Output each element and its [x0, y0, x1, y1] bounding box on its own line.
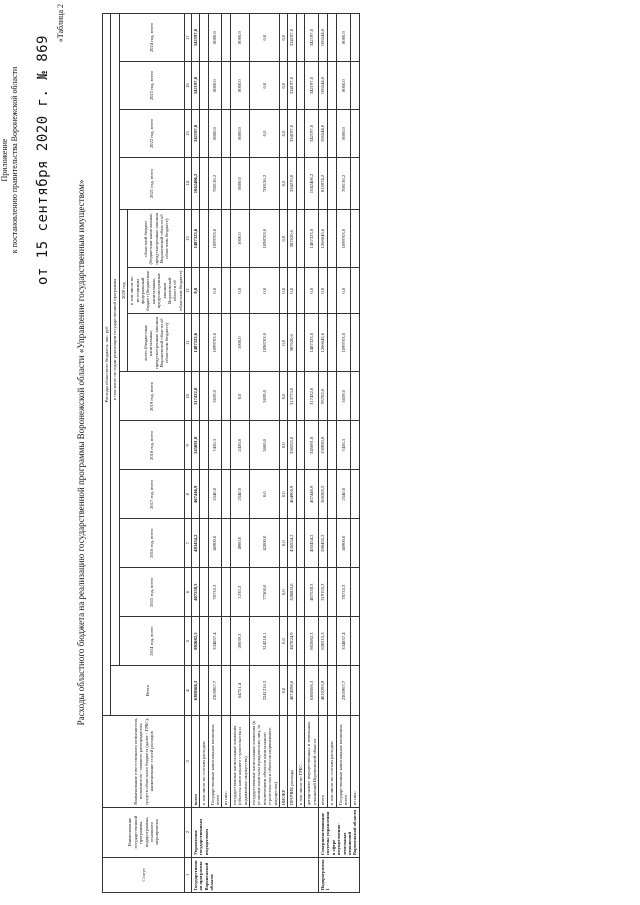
value-cell — [296, 14, 304, 62]
value-cell: 8000,0 — [336, 14, 350, 62]
program-row — [279, 14, 287, 893]
value-cell — [327, 110, 336, 158]
value-cell: 708136,2 — [336, 157, 350, 209]
value-cell: 288455,2 — [319, 519, 328, 568]
value-cell — [296, 62, 304, 110]
value-cell: 8000,0 — [336, 62, 350, 110]
col-executor: Наименование ответственного исполнителя, исполнителя - главного распорядителя средств областного бюджета (далее - ГРБС), наименование статей расходов — [103, 716, 185, 808]
value-cell: 78735,3 — [208, 568, 222, 617]
value-cell — [327, 617, 336, 666]
value-cell — [296, 209, 304, 267]
value-cell: 1487323,6 — [191, 314, 199, 372]
value-cell: 0,0 — [191, 268, 199, 314]
value-cell: 0,0 — [279, 268, 287, 314]
program-row — [222, 14, 230, 893]
col-index: 7 — [185, 519, 191, 568]
value-cell: 8000,0 — [230, 14, 249, 62]
value-cell: 387620,6 — [288, 209, 296, 267]
col-index: 13 — [185, 209, 191, 267]
value-cell: 7436,3 — [336, 421, 350, 470]
value-cell: 0,0 — [319, 268, 328, 314]
value-cell: 0,0 — [279, 421, 287, 470]
value-cell: 8000,0 — [208, 110, 222, 158]
subprogram-row — [351, 14, 360, 893]
value-cell: 3659,0 — [249, 372, 279, 421]
col-2014: 2014 год, всего — [119, 617, 184, 666]
value-cell: 46900,0 — [208, 519, 222, 568]
value-cell: 2540,0 — [336, 470, 350, 519]
row-label: в том числе по статьям расходов: — [200, 716, 208, 808]
value-cell: 334857,4 — [336, 617, 350, 666]
value-cell — [296, 372, 304, 421]
value-cell: 1235,3 — [230, 568, 249, 617]
value-cell — [351, 519, 360, 568]
value-cell: 64751,4 — [230, 666, 249, 716]
value-cell: 815974,2 — [319, 157, 328, 209]
program-row — [296, 14, 304, 893]
value-cell: 1487323,6 — [191, 209, 199, 267]
row-label: из них: — [222, 716, 230, 808]
value-cell — [351, 14, 360, 62]
value-cell: 0,0 — [336, 268, 350, 314]
value-cell — [327, 568, 336, 617]
value-cell: 219155,3 — [319, 568, 328, 617]
value-cell: 266385,5 — [319, 470, 328, 519]
value-cell: 0,0 — [249, 110, 279, 158]
value-cell — [351, 62, 360, 110]
program-row — [200, 14, 208, 893]
value-cell — [296, 617, 304, 666]
value-cell — [327, 519, 336, 568]
value-cell — [327, 14, 336, 62]
value-cell: 0,0 — [279, 519, 287, 568]
col-group: Расходы областного бюджета, тыс. руб — [103, 14, 111, 716]
table-label: «Таблица 2 — [56, 4, 65, 43]
program-row — [288, 14, 296, 893]
value-cell: 700136,2 — [249, 157, 279, 209]
value-cell — [222, 470, 230, 519]
col-index: 14 — [185, 157, 191, 209]
row-label: из них: — [351, 716, 360, 808]
value-cell: 42000,0 — [249, 519, 279, 568]
col-index: 10 — [185, 372, 191, 421]
value-cell: 0,0 — [288, 268, 296, 314]
row-label: всего — [319, 716, 328, 808]
value-cell: 1099703,0 — [336, 314, 350, 372]
value-cell — [327, 209, 336, 267]
subprogram-row — [327, 14, 336, 893]
value-cell — [296, 519, 304, 568]
subprogram-row — [319, 14, 328, 893]
subprogram-name: Совершенствование системы управления в сфере имущественно-земельных отношений Воронежской области — [319, 807, 360, 857]
col-by-years: в том числе по годам реализации государственной программы — [111, 14, 119, 666]
value-cell — [222, 314, 230, 372]
value-cell: 0,0 — [279, 62, 287, 110]
value-cell — [296, 470, 304, 519]
value-cell — [351, 666, 360, 716]
value-cell: 630315,3 — [319, 617, 328, 666]
value-cell — [296, 110, 304, 158]
value-cell: 4074598,6 — [288, 666, 296, 716]
col-program-name: Наименование государственной программы, подпрограммы, основного мероприятия — [103, 807, 185, 857]
row-label: в том числе по ГРБС: — [296, 716, 304, 808]
value-cell — [200, 666, 208, 716]
value-cell — [296, 421, 304, 470]
value-cell: 0,0 — [279, 617, 287, 666]
value-cell — [200, 617, 208, 666]
value-cell — [351, 470, 360, 519]
value-cell: 8000,0 — [208, 62, 222, 110]
value-cell — [200, 157, 208, 209]
value-cell: 334197,0 — [288, 110, 296, 158]
value-cell — [200, 62, 208, 110]
value-cell — [327, 157, 336, 209]
value-cell: 0,0 — [208, 268, 222, 314]
value-cell: 0,0 — [279, 209, 287, 267]
value-cell — [296, 568, 304, 617]
value-cell: 313773,0 — [288, 372, 296, 421]
value-cell: 1266645,6 — [319, 314, 328, 372]
value-cell: 0,0 — [279, 314, 287, 372]
value-cell: 314218,1 — [249, 617, 279, 666]
value-cell: 1098703,0 — [249, 209, 279, 267]
appendix-date: от 15 сентября 2020 г. № 869 — [35, 35, 51, 286]
value-cell: 4010293,9 — [319, 666, 328, 716]
value-cell: 8000,0 — [208, 14, 222, 62]
value-cell — [222, 519, 230, 568]
value-cell: 483454,2 — [305, 519, 319, 568]
value-cell: 0,0 — [279, 157, 287, 209]
value-cell — [351, 157, 360, 209]
row-label: НИОКР — [279, 716, 287, 808]
value-cell: 2540,0 — [230, 470, 249, 519]
value-cell: 317432,0 — [305, 372, 319, 421]
value-cell: 0,0 — [279, 110, 287, 158]
value-cell: 342197,0 — [305, 62, 319, 110]
value-cell: 802682,3 — [191, 617, 199, 666]
col-index: 5 — [185, 617, 191, 666]
col-total: Всего — [111, 666, 185, 716]
value-cell: 5000,0 — [249, 421, 279, 470]
value-cell: 106544,0 — [319, 62, 328, 110]
value-cell: 106544,0 — [319, 14, 328, 62]
expense-table — [102, 13, 360, 893]
col-index: 8 — [185, 470, 191, 519]
value-cell: 328803,0 — [288, 568, 296, 617]
col-2024: 2024 год, всего — [119, 14, 184, 62]
value-cell — [327, 268, 336, 314]
value-cell: 708136,2 — [208, 157, 222, 209]
value-cell: 342197,0 — [305, 14, 319, 62]
value-cell: 8000,0 — [230, 110, 249, 158]
program-row — [191, 14, 199, 893]
col-2018: 2018 год, всего — [119, 421, 184, 470]
value-cell: 0,0 — [279, 14, 287, 62]
value-cell: 387620,6 — [288, 314, 296, 372]
document-title: Расходы областного бюджета на реализацию государственной программы Воронежской области «Управление государственным имуществом» — [76, 179, 86, 726]
value-cell: 0,0 — [249, 62, 279, 110]
value-cell: 342197,0 — [191, 110, 199, 158]
value-cell — [200, 470, 208, 519]
program-row — [249, 14, 279, 893]
col-status: Статус — [103, 857, 185, 892]
value-cell — [200, 421, 208, 470]
value-cell: 317432,0 — [191, 372, 199, 421]
col-index: 3 — [185, 716, 191, 808]
value-cell — [222, 110, 230, 158]
value-cell: 345691,8 — [191, 421, 199, 470]
value-cell: 1487323,6 — [305, 209, 319, 267]
value-cell: 150920,8 — [319, 421, 328, 470]
subprogram-row — [336, 14, 350, 893]
value-cell: 8000,0 — [336, 110, 350, 158]
program-status: Государственная программа Воронежской области — [191, 857, 318, 892]
value-cell: 334197,0 — [288, 14, 296, 62]
value-cell — [327, 372, 336, 421]
col-2020-reg: областной бюджет (бюджетные капитальные, предусмотренные законом Воронежской области об областном бюджете) — [128, 209, 185, 267]
value-cell: 93702,0 — [319, 372, 328, 421]
col-2016: 2016 год, всего — [119, 519, 184, 568]
value-cell — [200, 268, 208, 314]
col-2021: 2021 год, всего — [119, 157, 184, 209]
value-cell: 0,0 — [305, 268, 319, 314]
value-cell — [351, 568, 360, 617]
value-cell: 2540,0 — [208, 470, 222, 519]
value-cell — [351, 110, 360, 158]
value-cell: 1042406,2 — [191, 157, 199, 209]
value-cell: 407538,3 — [305, 568, 319, 617]
value-cell — [200, 110, 208, 158]
value-cell — [327, 421, 336, 470]
value-cell: 334270,0 — [288, 157, 296, 209]
expense-table-wrapper — [102, 13, 360, 893]
value-cell: 46900,0 — [336, 519, 350, 568]
value-cell: 6380566,3 — [191, 666, 199, 716]
value-cell: 1098703,0 — [249, 314, 279, 372]
col-2020-sources: в том числе по источникам — [129, 276, 140, 305]
value-cell: 483454,2 — [191, 519, 199, 568]
value-cell: 1099703,0 — [336, 209, 350, 267]
col-2020-fed-label: федеральный бюджет (бюджетные капитальные, предусмотренные законом Воронежской области об областном бюджете) — [140, 270, 183, 311]
value-cell: 0,0 — [279, 666, 287, 716]
value-cell: 0,0 — [279, 372, 287, 421]
row-label: в том числе по статьям расходов: — [327, 716, 336, 808]
value-cell: 106544,0 — [319, 110, 328, 158]
value-cell: 436554,2 — [288, 519, 296, 568]
value-cell: 1266645,6 — [319, 209, 328, 267]
col-2020-fed — [128, 268, 185, 314]
value-cell: 8000,0 — [230, 157, 249, 209]
value-cell — [222, 14, 230, 62]
value-cell: 77500,0 — [249, 568, 279, 617]
value-cell: 0,0 — [249, 268, 279, 314]
col-index: 11 — [185, 314, 191, 372]
value-cell — [200, 314, 208, 372]
value-cell — [351, 617, 360, 666]
value-cell — [222, 372, 230, 421]
value-cell: 1042406,2 — [305, 157, 319, 209]
value-cell: 334857,4 — [208, 617, 222, 666]
value-cell — [222, 568, 230, 617]
value-cell — [296, 314, 304, 372]
subprogram-status: Подпрограмма 1 — [319, 857, 360, 892]
value-cell: 342197,0 — [191, 62, 199, 110]
value-cell: 1099703,0 — [208, 209, 222, 267]
value-cell — [222, 666, 230, 716]
value-cell: 8000,0 — [230, 62, 249, 110]
appendix-line-1: Приложение — [0, 138, 9, 182]
value-cell — [296, 666, 304, 716]
value-cell — [222, 617, 230, 666]
value-cell — [351, 421, 360, 470]
value-cell: 6380566,3 — [305, 666, 319, 716]
row-label: Государственные капитальные вложения, всего — [336, 716, 350, 808]
value-cell — [296, 268, 304, 314]
table-body — [191, 14, 359, 893]
value-cell — [327, 314, 336, 372]
value-cell: 2305967,7 — [208, 666, 222, 716]
col-index: 16 — [185, 62, 191, 110]
value-cell: 342197,0 — [191, 14, 199, 62]
value-cell — [222, 209, 230, 267]
col-index: 9 — [185, 421, 191, 470]
value-cell — [351, 372, 360, 421]
value-cell: 0,0 — [230, 268, 249, 314]
value-cell: 0,0 — [249, 14, 279, 62]
value-cell: 334197,0 — [288, 62, 296, 110]
value-cell: 345691,8 — [305, 421, 319, 470]
row-label: государственные капитальные вложения (объекты капитального строительства и недвижимое имущество) — [230, 716, 249, 808]
value-cell: 467824,9 — [288, 617, 296, 666]
col-index: 2 — [185, 807, 191, 857]
value-cell: 3659,0 — [208, 372, 222, 421]
value-cell — [222, 421, 230, 470]
value-cell — [222, 268, 230, 314]
value-cell: 0,0 — [279, 568, 287, 617]
col-index: 15 — [185, 110, 191, 158]
value-cell: 4900,0 — [230, 519, 249, 568]
value-cell: 3659,0 — [336, 372, 350, 421]
program-name: Управление государственным имуществом — [191, 807, 318, 857]
value-cell: 2436,8 — [230, 421, 249, 470]
value-cell: 7436,3 — [208, 421, 222, 470]
value-cell — [200, 519, 208, 568]
col-2023: 2023 год, всего — [119, 62, 184, 110]
program-row — [208, 14, 222, 893]
value-cell: 467446,9 — [305, 470, 319, 519]
row-label: ПРОЧИЕ расходы — [288, 716, 296, 808]
value-cell: 1099703,0 — [208, 314, 222, 372]
value-cell: 338255,0 — [288, 421, 296, 470]
value-cell — [351, 209, 360, 267]
value-cell — [296, 157, 304, 209]
value-cell: 20639,3 — [230, 617, 249, 666]
value-cell — [200, 14, 208, 62]
col-2019: 2019 год, всего — [119, 372, 184, 421]
value-cell: 2241216,3 — [249, 666, 279, 716]
value-cell — [327, 62, 336, 110]
value-cell — [351, 268, 360, 314]
value-cell: 1000,0 — [230, 314, 249, 372]
appendix-block — [0, 0, 51, 320]
col-index: 6 — [185, 568, 191, 617]
value-cell: 1487323,6 — [305, 314, 319, 372]
row-label: государственные капитальные вложения (в уставные капиталы юридических лиц, за исключением объектов капитального строительства и объектов недвижимого имущества) — [249, 716, 279, 808]
value-cell — [222, 62, 230, 110]
value-cell: 2305967,7 — [336, 666, 350, 716]
value-cell: 78735,3 — [336, 568, 350, 617]
value-cell — [222, 157, 230, 209]
value-cell: 1000,0 — [230, 209, 249, 267]
row-label: Государственные капитальные вложения, всего — [208, 716, 222, 808]
value-cell: 802682,3 — [305, 617, 319, 666]
row-label: всего — [191, 716, 199, 808]
appendix-line-2: к постановлению правительства Воронежской области — [10, 66, 19, 254]
program-row — [230, 14, 249, 893]
value-cell: 407538,3 — [191, 568, 199, 617]
value-cell: 342197,0 — [305, 110, 319, 158]
value-cell: 467446,9 — [191, 470, 199, 519]
program-row — [305, 14, 319, 893]
row-label: департамент имущественных и земельных отношений Воронежской области — [305, 716, 319, 808]
value-cell: 0,0 — [230, 372, 249, 421]
col-index: 17 — [185, 14, 191, 62]
value-cell — [200, 209, 208, 267]
value-cell — [351, 314, 360, 372]
col-index: 1 — [185, 857, 191, 892]
col-2015: 2015 год, всего — [119, 568, 184, 617]
col-2022: 2022 год, всего — [119, 110, 184, 158]
value-cell — [200, 372, 208, 421]
col-index: 12 — [185, 268, 191, 314]
col-2020: 2020 год — [119, 209, 127, 371]
value-cell: 0,0 — [279, 470, 287, 519]
col-index: 4 — [185, 666, 191, 716]
col-2020-total: всего (бюджетные капитальные, предусмотренные законом Воронежской области об областном бюджете) — [128, 314, 185, 372]
value-cell — [327, 666, 336, 716]
value-cell: 0,0 — [249, 470, 279, 519]
value-cell — [200, 568, 208, 617]
value-cell — [327, 470, 336, 519]
col-2017: 2017 год, всего — [119, 470, 184, 519]
value-cell: 464906,9 — [288, 470, 296, 519]
